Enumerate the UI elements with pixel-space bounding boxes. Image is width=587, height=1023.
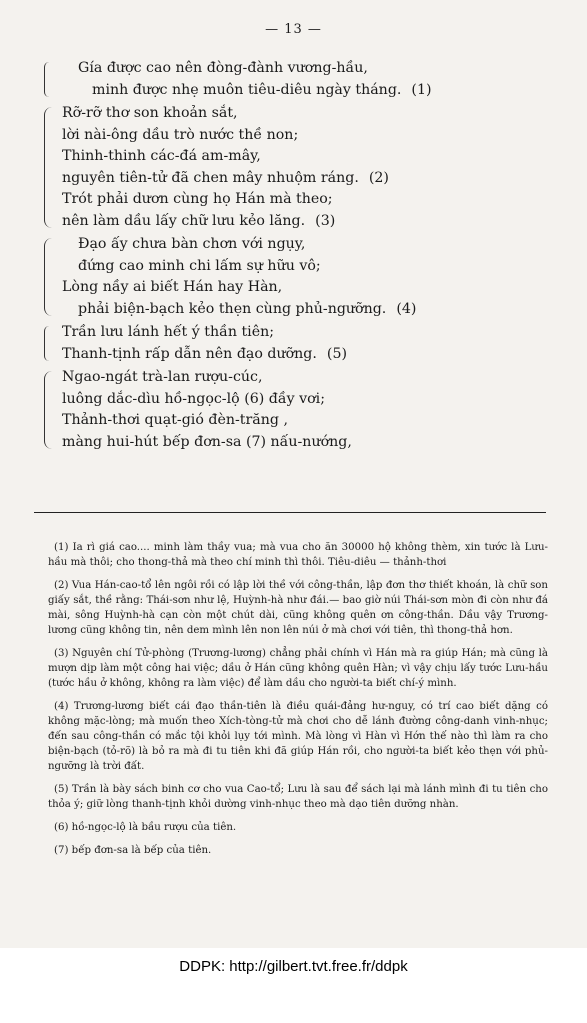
footnote [48, 820, 548, 835]
footnote-text: (1) Ia rì giá cao.... minh làm thầy vua; mà vua cho ăn 30000 hộ không thèm, xin tước là Lưu-hầu mà thôi; cho thong-thả mà theo chí minh thì thôi. Tiêu-diêu — thảnh-thơi [48, 542, 548, 568]
page-number: — 13 — [265, 22, 322, 37]
footnote-reference: (3) [315, 212, 336, 229]
footnote-reference: (1) [411, 81, 432, 98]
poem-line [62, 367, 562, 389]
poem-line [62, 344, 562, 366]
footnote [48, 578, 548, 638]
poem-line [62, 146, 562, 168]
poem-line [62, 234, 562, 256]
poem-line [62, 211, 562, 233]
footnote-text: (4) Trương-lương biết cái đạo thần-tiên là điều quái-đảng hư-nguy, có trí cao biết dặng có không mặc-lòng; mà muốn theo Xích-tòng-tử mà chơi cho dễ lánh đường công-danh vinh-nhục; đến sau công-thần có mắc tội khỏi lụy tới mình. Mà lòng vì Hàn vì Hớn thế nào thì làm ra cho biện-bạch (tỏ-rõ) là bỏ ra mà đi tu tiên khi đã giúp Hán rồi, cho người-ta biết kẻo thẹn với phủ-ngưỡng là trời đất. [48, 701, 548, 772]
poem-line-text: Đạo ấy chưa bàn chơn với ngụy, [78, 236, 306, 252]
footnote-reference: (4) [396, 300, 417, 317]
poem-line-text: lời nài-ông dầu trò nước thề non; [62, 126, 299, 143]
poem-line [62, 103, 562, 125]
poem-line-text: minh được nhẹ muôn tiêu-diêu ngày tháng. [92, 81, 402, 98]
footnote [48, 782, 548, 812]
poem-line [62, 389, 562, 411]
poem-line [62, 277, 562, 299]
poem-line-text: màng hui-hút bếp đơn-sa (7) nấu-nướng, [62, 433, 352, 450]
poem-line [62, 256, 562, 278]
poem-stanza [62, 367, 562, 453]
footnote [48, 843, 548, 858]
poem-line-text: Trần lưu lánh hết ý thần tiên; [62, 324, 275, 340]
poem-line [62, 58, 562, 80]
footnote-text: (7) bếp đơn-sa là bếp của tiên. [54, 845, 212, 856]
source-credit: DDPK: http://gilbert.tvt.free.fr/ddpk [179, 958, 408, 975]
poem-line-text: Lòng nầy ai biết Hán hay Hàn, [62, 279, 283, 295]
poem-line-text: Rỡ-rỡ thơ son khoản sắt, [62, 105, 238, 121]
poem-line-text: Thanh-tịnh rấp dẫn nên đạo dưỡng. [62, 345, 317, 362]
poem-stanza [62, 103, 562, 232]
poem-line [62, 189, 562, 211]
footnote-reference: (2) [368, 169, 389, 186]
footnote-text: (3) Nguyên chí Tử-phòng (Trương-lương) chẳng phải chính vì Hán mà ra giúp Hán; mà cũng là mượn dịp làm một công hai việc; dầu ở Hán cũng không quên Hàn; vì vậy chịu lấy tước Lưu-hầu (tước hầu ở không, không ra làm việc) để làm dầu cho người-ta biết chí-ý mình. [48, 648, 548, 689]
footnote [48, 699, 548, 774]
footnote [48, 540, 548, 570]
footnote-text: (6) hồ-ngọc-lộ là bầu rượu của tiên. [54, 822, 237, 833]
poem-line-text: nguyên tiên-tử đã chen mây nhuộm ráng. [62, 169, 359, 186]
poem-line-text: phải biện-bạch kẻo thẹn cùng phủ-ngưỡng. [78, 300, 387, 317]
poem-line-text: luông dắc-dìu hồ-ngọc-lộ (6) đầy vơi; [62, 390, 325, 407]
footnotes [48, 540, 548, 866]
poem-line [62, 168, 562, 190]
poem-line [62, 299, 562, 321]
poem-line [62, 322, 562, 344]
footnote-reference: (5) [326, 345, 348, 362]
poem-line [62, 125, 562, 147]
poem-line-text: nên làm dầu lấy chữ lưu kẻo lăng. [62, 212, 306, 229]
footnote-text: (5) Trần là bày sách binh cơ cho vua Cao-tổ; Lưu là sau để sách lại mà lánh mình đi tu tiên cho thỏa ý; giữ lòng thanh-tịnh khỏi dường vinh-nhục theo mà dạo tiên dưỡng nhàn. [48, 784, 548, 810]
poem [62, 58, 562, 455]
poem-line-text: Thinh-thinh các-đá am-mây, [62, 148, 261, 164]
poem-line-text: Trót phải dươn cùng họ Hán mà theo; [62, 191, 333, 207]
footnote-separator [34, 512, 546, 513]
poem-line [62, 432, 562, 454]
poem-stanza [62, 322, 562, 365]
poem-line [62, 80, 562, 102]
poem-stanza [62, 234, 562, 320]
footnote-text: (2) Vua Hán-cao-tổ lên ngôi rồi có lập lời thề với công-thần, lập đơn thơ thiết khoán, là chữ son giấy sắt, thề rằng: Thái-sơn như lệ, Huỳnh-hà như đái.— bao giờ núi Thái-sơn mòn đi còn như đá mài, sông Huỳnh-hà cạn còn một chút dài, cũng không quên ơn công-thần. Dầu vậy Trương-lương cũng không tin, nên dem mình lên non lên núi ở mà chơi với tiên, thì thong-thả hơn. [48, 580, 548, 636]
poem-line-text: Thảnh-thơi quạt-gió đèn-trăng , [62, 412, 288, 428]
poem-stanza [62, 58, 562, 101]
poem-line-text: Ngao-ngát trà-lan rượu-cúc, [62, 369, 263, 385]
poem-line-text: Gía được cao nên đòng-đành vương-hầu, [78, 60, 368, 76]
footnote [48, 646, 548, 691]
poem-line-text: đứng cao minh chi lấm sự hữu vô; [78, 257, 321, 274]
poem-line [62, 410, 562, 432]
